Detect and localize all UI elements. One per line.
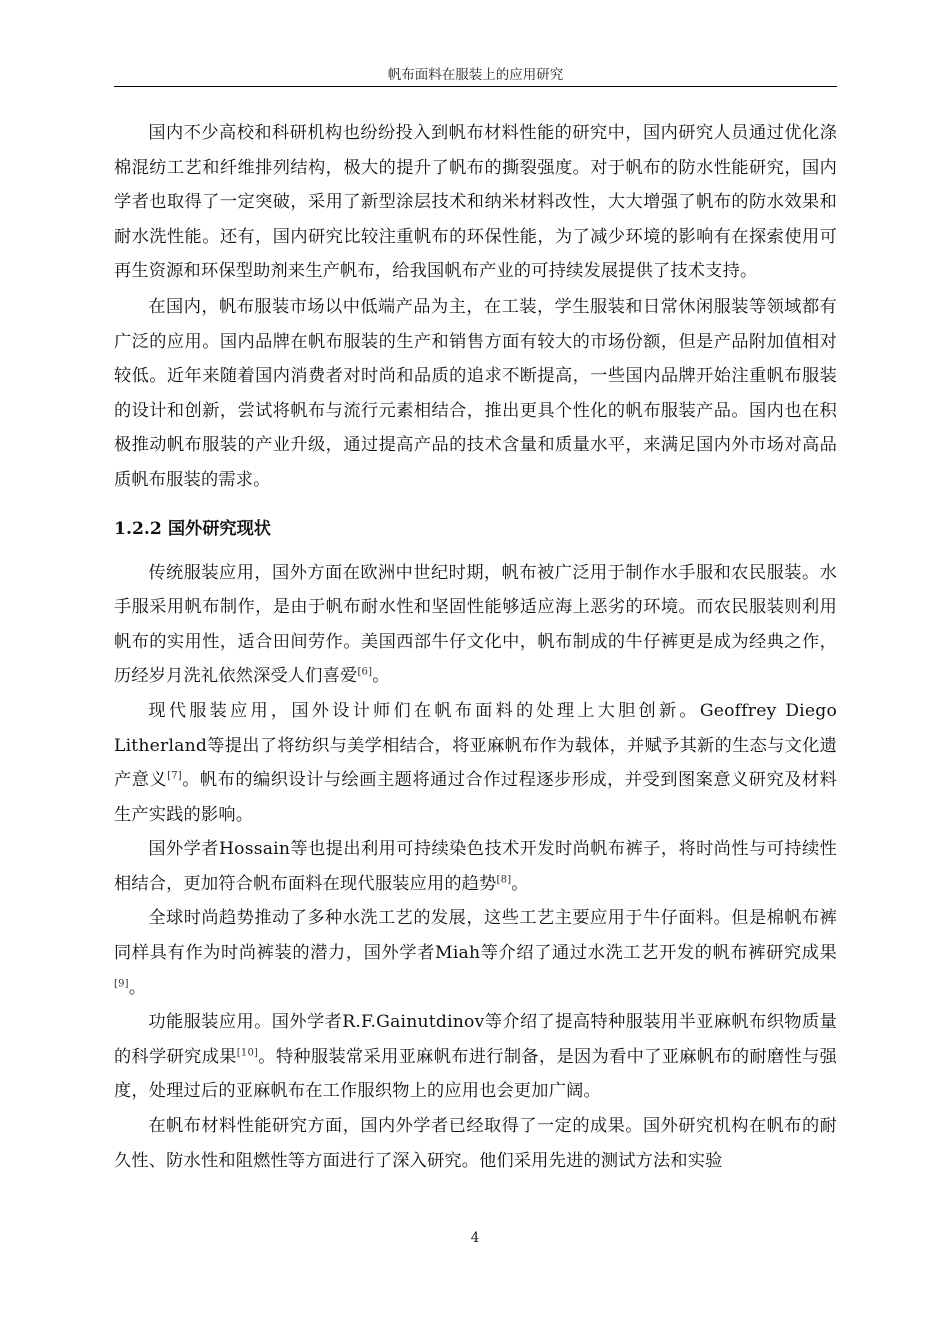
page-footer <box>0 1230 950 1246</box>
citation-marker: [9] <box>114 977 129 989</box>
paragraph-text-tail: 。帆布的编织设计与绘画主题将通过合作过程逐步形成，并受到图案意义研究及材料生产实践的影响。 <box>114 770 837 825</box>
paragraph: 国内不少高校和科研机构也纷纷投入到帆布材料性能的研究中，国内研究人员通过优化涤棉混纺工艺和纤维排列结构，极大的提升了帆布的撕裂强度。对于帆布的防水性能研究，国内学者也取得了一定突破，采用了新型涂层技术和纳米材料改性，大大增强了帆布的防水效果和耐水洗性能。还有，国内研究比较注重帆布的环保性能，为了减少环境的影响有在探索使用可再生资源和环保型助剂来生产帆布，给我国帆布产业的可持续发展提供了技术支持。 <box>114 123 837 282</box>
paragraph-text: 传统服装应用，国外方面在欧洲中世纪时期，帆布被广泛用于制作水手服和农民服装。水手服采用帆布制作，是由于帆布耐水性和坚固性能够适应海上恶劣的环境。而农民服装则利用帆布的实用性，适合田间劳作。美国西部牛仔文化中，帆布制成的牛仔裤更是成为经典之作，历经岁月洗礼依然深受人们喜爱 <box>114 562 837 687</box>
paragraph-text-tail: 。 <box>511 873 529 894</box>
paragraph-text: 国外学者Hossain等也提出利用可持续染色技术开发时尚帆布裤子，将时尚性与可持续性相结合，更加符合帆布面料在现代服装应用的趋势 <box>114 839 837 894</box>
paragraph-text-tail: 。特种服装常采用亚麻帆布进行制备，是因为看中了亚麻帆布的耐磨性与强度，处理过后的亚麻帆布在工作服织物上的应用也会更加广阔。 <box>114 1046 837 1102</box>
citation-marker: [8] <box>496 874 512 886</box>
paragraph <box>114 694 837 832</box>
paragraph-text: 现代服装应用，国外设计师们在帆布面料的处理上大胆创新。Geoffrey Diego Litherland等提出了将纺织与美学相结合，将亚麻帆布作为载体，并赋予其新的生态与文化遗产意义 <box>114 700 837 791</box>
citation-marker: [6] <box>357 666 373 678</box>
paragraph-text-tail: 。 <box>128 977 147 998</box>
paragraph <box>114 1109 837 1178</box>
section-heading: 1.2.2 国外研究现状 <box>114 518 271 539</box>
running-header <box>114 64 837 87</box>
paragraph-text-tail: 。 <box>372 666 390 687</box>
header-title: 帆布面料在服装上的应用研究 <box>387 67 564 83</box>
citation-marker: [7] <box>167 770 182 782</box>
paragraph-text: 在帆布材料性能研究方面，国内外学者已经取得了一定的成果。国外研究机构在帆布的耐久性、防水性和阻燃性等方面进行了深入研究。他们采用先进的测试方法和实验 <box>114 1116 837 1171</box>
paragraph-text: 全球时尚趋势推动了多种水洗工艺的发展，这些工艺主要应用于牛仔面料。但是棉帆布裤同样具有作为时尚裤装的潜力，国外学者Miah等介绍了通过水洗工艺开发的帆布裤研究成果 <box>114 908 837 964</box>
citation-marker: [10] <box>236 1047 259 1059</box>
paragraph <box>114 1005 837 1109</box>
paragraph <box>114 556 837 694</box>
paragraph <box>114 832 837 901</box>
paragraph: 在国内，帆布服装市场以中低端产品为主，在工装，学生服装和日常休闲服装等领域都有广泛的应用。国内品牌在帆布服装的生产和销售方面有较大的市场份额，但是产品附加值相对较低。近年来随着国内消费者对时尚和品质的追求不断提高，一些国内品牌开始注重帆布服装的设计和创新，尝试将帆布与流行元素相结合，推出更具个性化的帆布服装产品。国内也在积极推动帆布服装的产业升级，通过提高产品的技术含量和质量水平，来满足国内外市场对高品质帆布服装的需求。 <box>114 296 837 490</box>
page-body <box>114 116 837 1178</box>
paragraph-text: 功能服装应用。国外学者R.F.Gainutdinov等介绍了提高特种服装用半亚麻帆布织物质量的科学研究成果 <box>114 1012 837 1067</box>
paragraph <box>114 901 837 1005</box>
page-number: 4 <box>470 1230 480 1246</box>
